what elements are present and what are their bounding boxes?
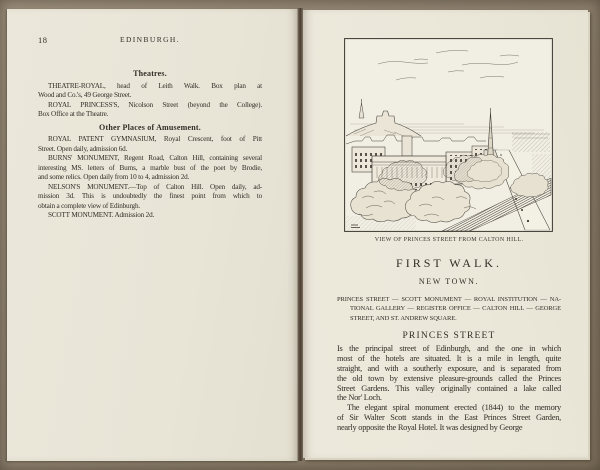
left-page (7, 9, 298, 461)
paragraph (38, 82, 262, 101)
body-line: nearly opposite the Royal Hotel. It was designed by George (337, 423, 523, 433)
section-heading-amusements: Other Places of Amusement. (99, 122, 201, 132)
paragraph (38, 154, 262, 183)
paragraph (38, 183, 262, 212)
body-text (337, 344, 561, 433)
itinerary-line: TIONAL GALLERY — REGISTER OFFICE — CALTON HILL — GEORGE (350, 305, 561, 313)
body-line: most of the hotels are situated. It is a mile in length, quite (337, 353, 561, 363)
illustration-caption: VIEW OF PRINCES STREET FROM CALTON HILL. (374, 237, 524, 243)
text-line: mission 3d. This is undoubtedly the finest point from which to (38, 192, 262, 200)
text-line: and some relics. Open daily from 10 to 4, admission 2d. (38, 173, 190, 181)
illustration-figure (344, 38, 553, 232)
text-line: SCOTT MONUMENT. Admission 2d. (48, 211, 155, 219)
princes-street-heading: PRINCES STREET (402, 330, 496, 341)
right-page (303, 10, 588, 458)
body-line: The elegant spiral monument erected (1844) to the memory (347, 403, 561, 413)
text-line: Wood and Co.'s, 49 George Street. (38, 91, 132, 99)
princes-street-engraving (344, 38, 553, 232)
body-line: the old town by extensive pleasure-grounds called the Princes (337, 373, 561, 383)
itinerary-line: STREET, AND ST. ANDREW SQUARE. (350, 314, 457, 322)
paragraph (38, 135, 262, 154)
paragraph (38, 211, 262, 221)
text-line: NELSON'S MONUMENT.—Top of Calton Hill. Open daily, ad- (48, 182, 262, 191)
text-line: Box Office at the Theatre. (38, 110, 109, 118)
text-line: interesting MS. letters of Burns, a marble bust of the poet by Brodie, (38, 163, 262, 172)
walk-heading: FIRST WALK. (396, 256, 502, 270)
text-line: Street. Open daily, admission 6d. (38, 144, 128, 153)
body-line: Street Gardens. This valley originally contained a lake called (337, 383, 561, 393)
running-head: EDINBURGH. (119, 35, 181, 44)
itinerary (337, 295, 561, 323)
text-line: THEATRE-ROYAL, head of Leith Walk. Box plan at (48, 81, 262, 90)
text-line: ROYAL PATENT GYMNASIUM, Royal Crescent, foot of Pitt (48, 135, 262, 143)
text-line: ROYAL PRINCESS'S, Nicolson Street (beyond the College). (48, 100, 262, 109)
section-heading-theatres: Theatres. (133, 69, 167, 78)
body-line: the Nor' Loch. (337, 393, 382, 403)
text-line: BURNS' MONUMENT, Regent Road, Calton Hill, containing several (48, 154, 262, 162)
page-number: 18 (38, 35, 48, 45)
text-line: obtain a complete view of Edinburgh. (38, 201, 140, 210)
running-head-row (38, 35, 262, 46)
paragraph (38, 101, 262, 120)
body-line: Is the principal street of Edinburgh, and the one in which (337, 343, 561, 353)
body-line: straight, and with a southerly exposure, and is separated from (337, 363, 561, 373)
walk-subheading: NEW TOWN. (418, 277, 480, 286)
body-line: of Sir Walter Scott stands in the East Princes Street Garden, (337, 413, 561, 423)
itinerary-line: PRINCES STREET — SCOTT MONUMENT — ROYAL INSTITUTION — NA- (337, 296, 561, 303)
